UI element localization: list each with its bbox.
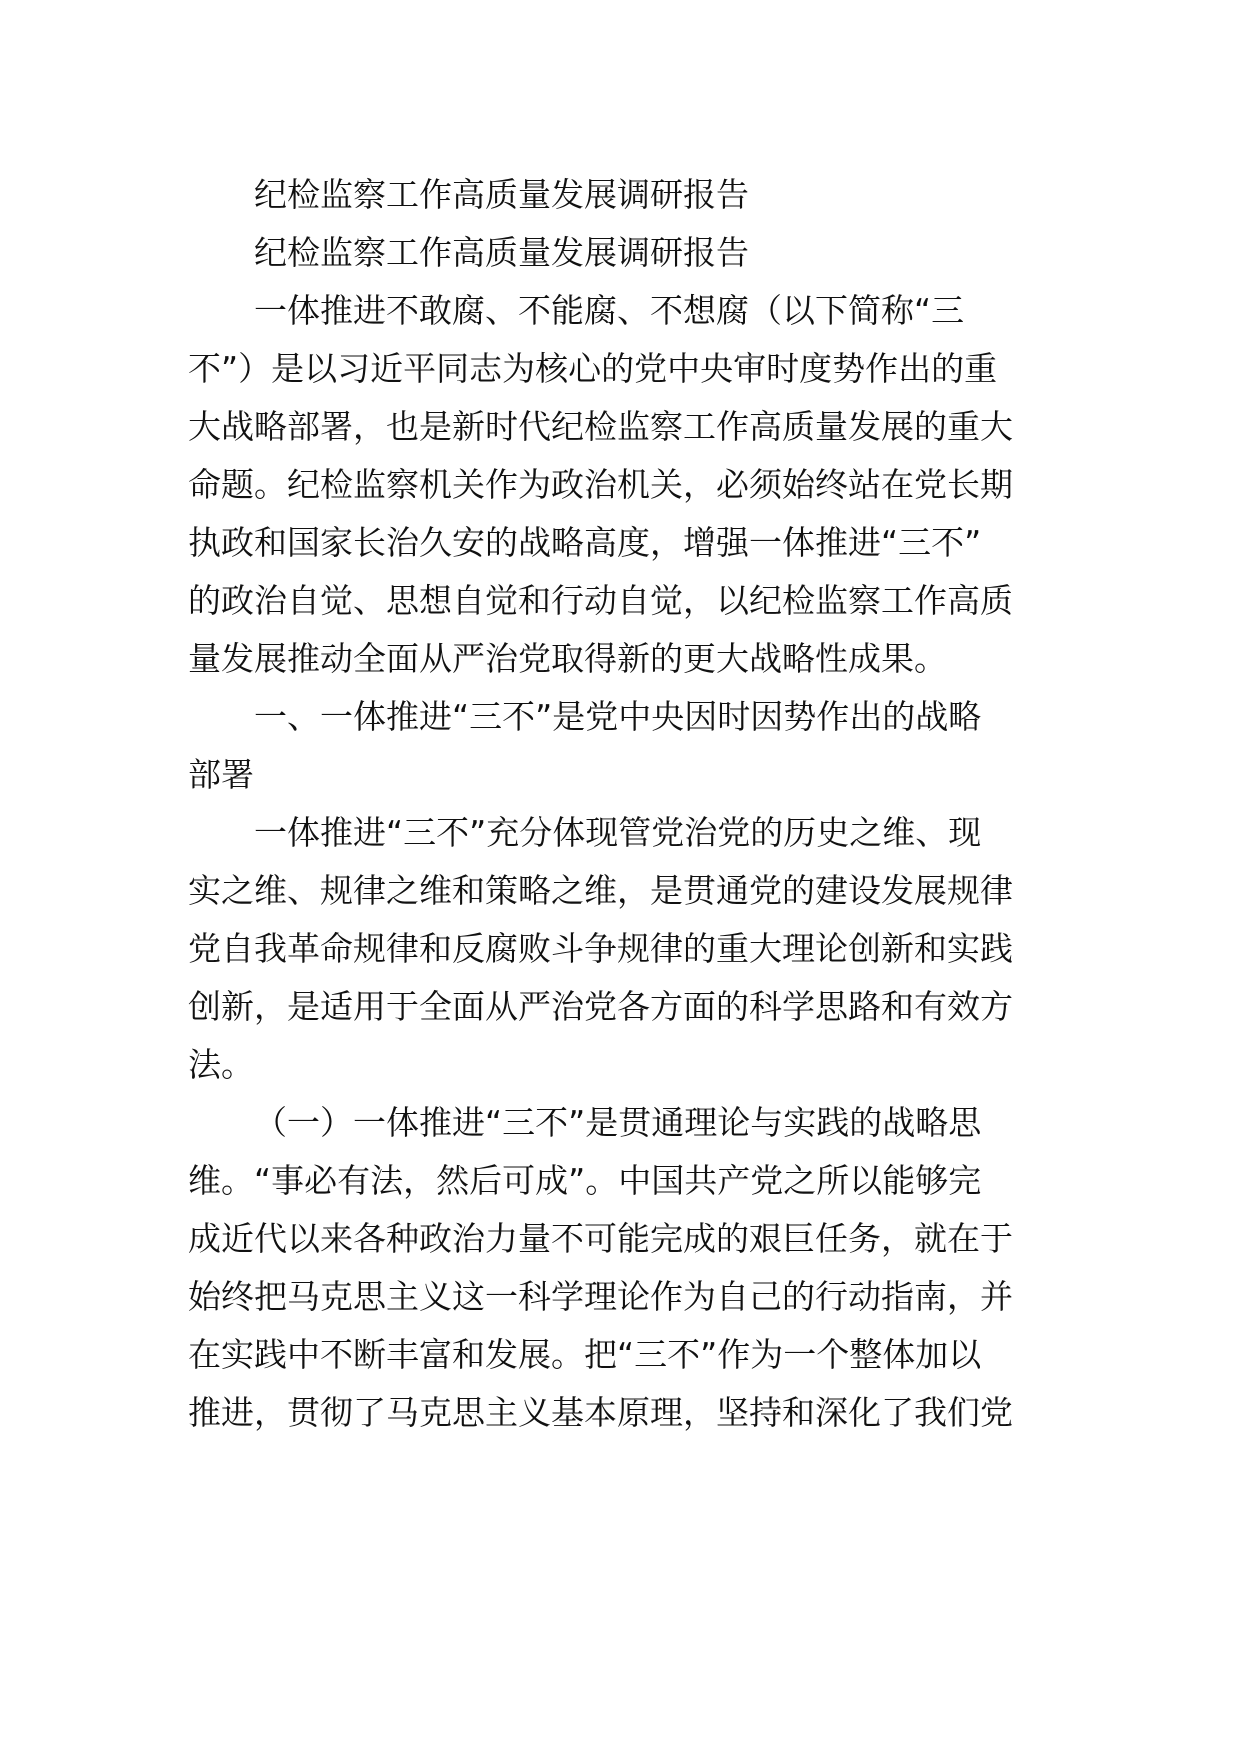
paragraph-line: 命题。纪检监察机关作为政治机关，必须始终站在党长期: [188, 465, 1013, 504]
paragraph-line: 在实践中不断丰富和发展。把“三不”作为一个整体加以: [188, 1335, 982, 1374]
paragraph-line: 一体推进“三不”充分体现管党治党的历史之维、现: [254, 813, 982, 852]
paragraph-line: 实之维、规律之维和策略之维，是贯通党的建设发展规律: [188, 871, 1013, 910]
paragraph-line: 法。: [188, 1045, 254, 1084]
section-heading-line: 部署: [188, 755, 254, 794]
subsection-line: （一）一体推进“三不”是贯通理论与实践的战略思: [254, 1103, 982, 1142]
paragraph-line: 不”）是以习近平同志为核心的党中央审时度势作出的重: [188, 349, 998, 388]
paragraph-line: 创新，是适用于全面从严治党各方面的科学思路和有效方: [188, 987, 1013, 1026]
paragraph-line: 始终把马克思主义这一科学理论作为自己的行动指南，并: [188, 1277, 1013, 1316]
paragraph-line: 执政和国家长治久安的战略高度，增强一体推进“三不”: [188, 523, 982, 562]
paragraph-line: 一体推进不敢腐、不能腐、不想腐（以下简称“三: [254, 291, 965, 330]
document-title: 纪检监察工作高质量发展调研报告: [254, 175, 749, 214]
section-heading-line: 一、一体推进“三不”是党中央因时因势作出的战略: [254, 697, 982, 736]
paragraph-line: 推进，贯彻了马克思主义基本原理，坚持和深化了我们党: [188, 1393, 1013, 1432]
paragraph-line: 维。“事必有法，然后可成”。中国共产党之所以能够完: [188, 1161, 982, 1200]
paragraph-line: 量发展推动全面从严治党取得新的更大战略性成果。: [188, 639, 947, 678]
paragraph-line: 成近代以来各种政治力量不可能完成的艰巨任务，就在于: [188, 1219, 1013, 1258]
paragraph-line: 的政治自觉、思想自觉和行动自觉，以纪检监察工作高质: [188, 581, 1013, 620]
paragraph-line: 党自我革命规律和反腐败斗争规律的重大理论创新和实践: [188, 929, 1013, 968]
document-subtitle: 纪检监察工作高质量发展调研报告: [254, 233, 749, 272]
paragraph-line: 大战略部署，也是新时代纪检监察工作高质量发展的重大: [188, 407, 1013, 446]
